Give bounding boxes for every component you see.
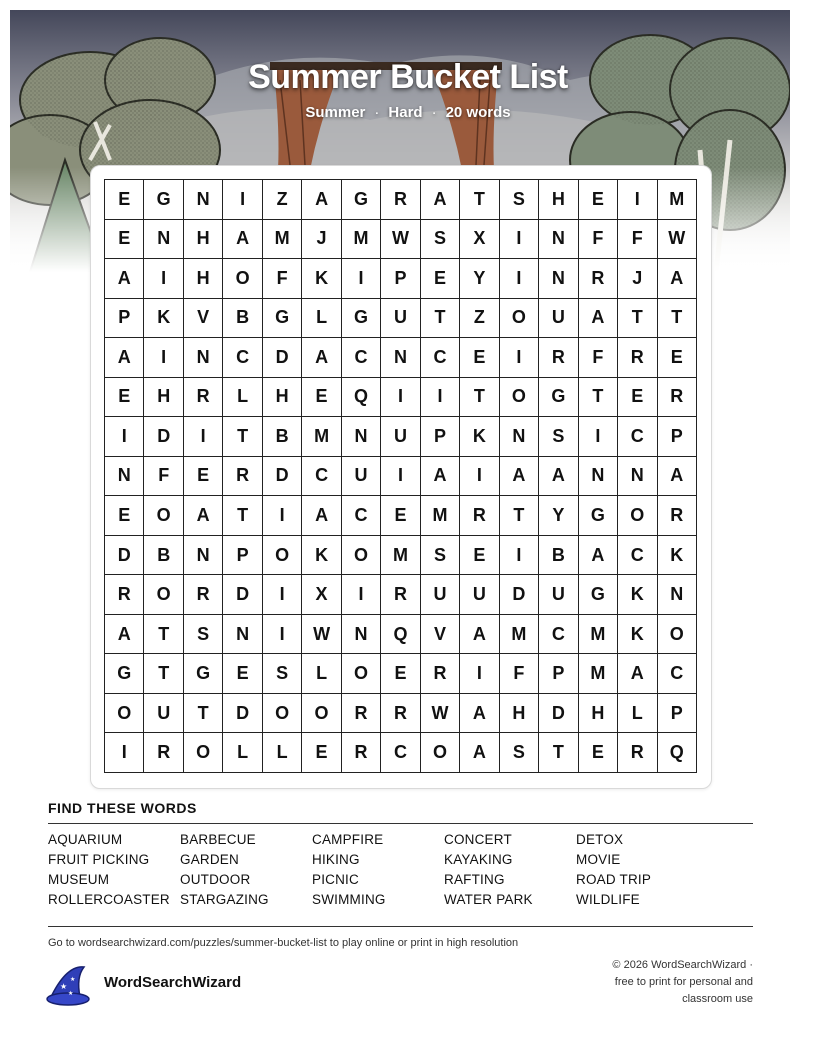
grid-cell[interactable]: D (263, 457, 302, 497)
grid-cell[interactable]: M (381, 536, 420, 576)
grid-cell[interactable]: Y (460, 259, 499, 299)
grid-cell[interactable]: A (223, 220, 262, 260)
grid-cell[interactable]: V (184, 299, 223, 339)
grid-cell[interactable]: I (263, 496, 302, 536)
grid-cell[interactable]: E (381, 496, 420, 536)
grid-cell[interactable]: I (381, 378, 420, 418)
grid-cell[interactable]: A (302, 496, 341, 536)
word-list-item: ROAD TRIP (576, 872, 652, 887)
grid-cell[interactable]: G (539, 378, 578, 418)
play-online-link[interactable]: Go to wordsearchwizard.com/puzzles/summer-bucket-list to play online or print in high resolution (48, 937, 519, 949)
grid-cell[interactable]: D (105, 536, 144, 576)
grid-cell[interactable]: O (302, 694, 341, 734)
grid-cell[interactable]: A (658, 259, 697, 299)
grid-cell[interactable]: L (263, 733, 302, 773)
grid-cell[interactable]: I (184, 417, 223, 457)
grid-cell[interactable]: G (105, 654, 144, 694)
grid-cell[interactable]: K (144, 299, 183, 339)
grid-cell[interactable]: F (618, 220, 657, 260)
grid-cell[interactable]: E (579, 733, 618, 773)
grid-cell[interactable]: R (184, 575, 223, 615)
word-list-item: BARBECUE (180, 832, 256, 847)
grid-cell[interactable]: G (579, 575, 618, 615)
grid-cell[interactable]: P (539, 654, 578, 694)
word-list-item: ROLLERCOASTER (48, 892, 170, 907)
grid-cell[interactable]: A (421, 180, 460, 220)
grid-cell[interactable]: A (105, 615, 144, 655)
grid-cell[interactable]: L (223, 378, 262, 418)
grid-cell[interactable]: W (302, 615, 341, 655)
grid-cell[interactable]: C (421, 338, 460, 378)
grid-cell[interactable]: N (579, 457, 618, 497)
grid-cell[interactable]: H (144, 378, 183, 418)
grid-cell[interactable]: G (263, 299, 302, 339)
grid-cell[interactable]: A (460, 733, 499, 773)
grid-cell[interactable]: E (105, 180, 144, 220)
word-list (48, 832, 753, 908)
theme-label: Summer (305, 104, 366, 121)
grid-cell[interactable]: E (460, 536, 499, 576)
grid-cell[interactable]: U (381, 417, 420, 457)
meta-separator: · (374, 104, 380, 121)
grid-cell[interactable]: A (460, 694, 499, 734)
grid-cell[interactable]: O (500, 378, 539, 418)
copyright-line: free to print for personal and (614, 976, 753, 988)
grid-cell[interactable]: I (381, 457, 420, 497)
word-list-item: MUSEUM (48, 872, 110, 887)
grid-cell[interactable]: I (263, 575, 302, 615)
grid-cell[interactable]: O (144, 496, 183, 536)
word-list-item: DETOX (576, 832, 624, 847)
grid-cell[interactable]: R (144, 733, 183, 773)
grid-cell[interactable]: H (500, 694, 539, 734)
word-list-item: MOVIE (576, 852, 621, 867)
grid-cell[interactable]: A (421, 457, 460, 497)
grid-cell[interactable]: I (460, 457, 499, 497)
grid-cell[interactable]: I (421, 378, 460, 418)
grid-cell[interactable]: C (618, 417, 657, 457)
grid-cell[interactable]: U (460, 575, 499, 615)
letter-grid[interactable] (104, 179, 697, 773)
grid-cell[interactable]: R (658, 496, 697, 536)
divider (48, 926, 753, 927)
grid-cell[interactable]: P (223, 536, 262, 576)
grid-cell[interactable]: N (539, 259, 578, 299)
grid-cell[interactable]: A (184, 496, 223, 536)
grid-cell[interactable]: T (223, 496, 262, 536)
grid-cell[interactable]: O (263, 536, 302, 576)
grid-cell[interactable]: L (302, 654, 341, 694)
grid-cell[interactable]: F (500, 654, 539, 694)
word-list-item: FRUIT PICKING (48, 852, 150, 867)
grid-cell[interactable]: R (381, 575, 420, 615)
grid-cell[interactable]: C (223, 338, 262, 378)
grid-cell[interactable]: L (302, 299, 341, 339)
grid-cell[interactable]: G (579, 496, 618, 536)
grid-cell[interactable]: A (460, 615, 499, 655)
grid-cell[interactable]: K (618, 575, 657, 615)
grid-cell[interactable]: K (658, 536, 697, 576)
grid-cell[interactable]: R (184, 378, 223, 418)
grid-cell[interactable]: T (144, 654, 183, 694)
grid-cell[interactable]: M (579, 615, 618, 655)
grid-cell[interactable]: C (618, 536, 657, 576)
grid-cell[interactable]: U (381, 299, 420, 339)
grid-cell[interactable]: B (144, 536, 183, 576)
grid-cell[interactable]: A (105, 338, 144, 378)
grid-cell[interactable]: I (223, 180, 262, 220)
grid-cell[interactable]: I (618, 180, 657, 220)
word-list-item: OUTDOOR (180, 872, 251, 887)
grid-cell[interactable]: M (500, 615, 539, 655)
word-list-item: AQUARIUM (48, 832, 123, 847)
grid-cell[interactable]: K (302, 259, 341, 299)
grid-cell[interactable]: I (342, 259, 381, 299)
grid-cell[interactable]: G (342, 180, 381, 220)
grid-cell[interactable]: T (658, 299, 697, 339)
grid-cell[interactable]: U (342, 457, 381, 497)
grid-cell[interactable]: N (144, 220, 183, 260)
grid-cell[interactable]: H (184, 259, 223, 299)
grid-cell[interactable]: E (421, 259, 460, 299)
grid-cell[interactable]: T (144, 615, 183, 655)
grid-cell[interactable]: E (579, 180, 618, 220)
grid-cell[interactable]: F (144, 457, 183, 497)
grid-cell[interactable]: I (500, 338, 539, 378)
grid-cell[interactable]: I (342, 575, 381, 615)
grid-cell[interactable]: R (342, 694, 381, 734)
grid-cell[interactable]: N (223, 615, 262, 655)
grid-cell[interactable]: N (539, 220, 578, 260)
grid-cell[interactable]: Q (342, 378, 381, 418)
grid-cell[interactable]: L (618, 694, 657, 734)
grid-cell[interactable]: S (263, 654, 302, 694)
grid-cell[interactable]: N (381, 338, 420, 378)
grid-cell[interactable]: P (421, 417, 460, 457)
word-list-item: KAYAKING (444, 852, 513, 867)
word-list-item: HIKING (312, 852, 360, 867)
grid-cell[interactable]: U (539, 575, 578, 615)
grid-cell[interactable]: D (539, 694, 578, 734)
wizard-hat-icon (46, 963, 94, 1007)
grid-cell[interactable]: A (539, 457, 578, 497)
grid-cell[interactable]: Z (263, 180, 302, 220)
grid-cell[interactable]: U (539, 299, 578, 339)
grid-cell[interactable]: D (144, 417, 183, 457)
grid-cell[interactable]: A (302, 338, 341, 378)
copyright-line: classroom use (682, 993, 753, 1005)
grid-cell[interactable]: R (618, 338, 657, 378)
grid-cell[interactable]: G (342, 299, 381, 339)
grid-cell[interactable]: E (618, 378, 657, 418)
copyright-notice (553, 957, 753, 1008)
grid-cell[interactable]: S (539, 417, 578, 457)
grid-cell[interactable]: F (579, 338, 618, 378)
grid-cell[interactable]: T (223, 417, 262, 457)
svg-text:★: ★ (60, 982, 68, 991)
grid-cell[interactable]: O (421, 733, 460, 773)
copyright-line: © 2026 WordSearchWizard · (612, 959, 753, 971)
grid-cell[interactable]: E (302, 733, 341, 773)
word-list-item: CAMPFIRE (312, 832, 384, 847)
grid-cell[interactable]: H (539, 180, 578, 220)
grid-cell[interactable]: I (579, 417, 618, 457)
grid-cell[interactable]: X (302, 575, 341, 615)
grid-cell[interactable]: N (184, 180, 223, 220)
word-list-heading: FIND THESE WORDS (48, 800, 197, 816)
grid-cell[interactable]: R (223, 457, 262, 497)
grid-cell[interactable]: A (500, 457, 539, 497)
grid-cell[interactable]: C (342, 496, 381, 536)
grid-cell[interactable]: O (342, 654, 381, 694)
grid-cell[interactable]: N (105, 457, 144, 497)
grid-cell[interactable]: A (579, 299, 618, 339)
grid-cell[interactable]: S (184, 615, 223, 655)
grid-cell[interactable]: C (342, 338, 381, 378)
grid-cell[interactable]: H (184, 220, 223, 260)
grid-cell[interactable]: O (500, 299, 539, 339)
grid-cell[interactable]: E (460, 338, 499, 378)
grid-cell[interactable]: U (421, 575, 460, 615)
grid-cell[interactable]: A (658, 457, 697, 497)
grid-cell[interactable]: O (223, 259, 262, 299)
grid-cell[interactable]: R (342, 733, 381, 773)
grid-cell[interactable]: A (579, 536, 618, 576)
grid-cell[interactable]: E (223, 654, 262, 694)
grid-cell[interactable]: O (144, 575, 183, 615)
grid-cell[interactable]: I (500, 259, 539, 299)
grid-cell[interactable]: D (223, 575, 262, 615)
grid-cell[interactable]: N (342, 417, 381, 457)
grid-cell[interactable]: E (302, 378, 341, 418)
grid-cell[interactable]: I (105, 733, 144, 773)
grid-cell[interactable]: V (421, 615, 460, 655)
grid-cell[interactable]: I (105, 417, 144, 457)
grid-cell[interactable]: M (421, 496, 460, 536)
grid-cell[interactable]: E (658, 338, 697, 378)
grid-cell[interactable]: K (302, 536, 341, 576)
grid-cell[interactable]: M (579, 654, 618, 694)
word-list-item: RAFTING (444, 872, 505, 887)
grid-cell[interactable]: E (105, 378, 144, 418)
grid-cell[interactable]: K (618, 615, 657, 655)
grid-cell[interactable]: T (618, 299, 657, 339)
puzzle-meta (0, 104, 816, 121)
grid-cell[interactable]: R (381, 694, 420, 734)
grid-cell[interactable]: O (105, 694, 144, 734)
grid-cell[interactable]: L (223, 733, 262, 773)
grid-cell[interactable]: I (144, 338, 183, 378)
grid-cell[interactable]: N (500, 417, 539, 457)
meta-separator: · (431, 104, 437, 121)
word-list-item: WATER PARK (444, 892, 533, 907)
grid-cell[interactable]: R (618, 733, 657, 773)
grid-cell[interactable]: A (302, 180, 341, 220)
grid-cell[interactable]: J (618, 259, 657, 299)
grid-cell[interactable]: Y (539, 496, 578, 536)
grid-cell[interactable]: N (184, 338, 223, 378)
grid-cell[interactable]: P (658, 694, 697, 734)
grid-cell[interactable]: W (658, 220, 697, 260)
grid-cell[interactable]: D (500, 575, 539, 615)
grid-cell[interactable]: I (500, 536, 539, 576)
grid-cell[interactable]: F (263, 259, 302, 299)
grid-cell[interactable]: O (342, 536, 381, 576)
grid-cell[interactable]: O (184, 733, 223, 773)
grid-cell[interactable]: R (105, 575, 144, 615)
grid-cell[interactable]: T (421, 299, 460, 339)
svg-text:★: ★ (68, 990, 74, 997)
brand-name: WordSearchWizard (104, 974, 242, 991)
grid-cell[interactable]: W (421, 694, 460, 734)
grid-cell[interactable]: S (500, 733, 539, 773)
difficulty-label: Hard (388, 104, 423, 121)
grid-cell[interactable]: P (658, 417, 697, 457)
grid-cell[interactable]: M (658, 180, 697, 220)
word-list-item: WILDLIFE (576, 892, 640, 907)
grid-cell[interactable]: Z (460, 299, 499, 339)
grid-cell[interactable]: C (302, 457, 341, 497)
word-list-item: SWIMMING (312, 892, 386, 907)
grid-cell[interactable]: K (460, 417, 499, 457)
grid-cell[interactable]: I (263, 615, 302, 655)
grid-cell[interactable]: F (579, 220, 618, 260)
grid-cell[interactable]: D (223, 694, 262, 734)
word-list-item: GARDEN (180, 852, 239, 867)
grid-cell[interactable]: N (184, 536, 223, 576)
grid-cell[interactable]: C (539, 615, 578, 655)
grid-cell[interactable]: C (381, 733, 420, 773)
grid-cell[interactable]: N (658, 575, 697, 615)
grid-cell[interactable]: R (539, 338, 578, 378)
grid-cell[interactable]: G (144, 180, 183, 220)
grid-cell[interactable]: T (184, 694, 223, 734)
grid-cell[interactable]: R (460, 496, 499, 536)
grid-cell[interactable]: R (658, 378, 697, 418)
grid-cell[interactable]: Q (658, 733, 697, 773)
grid-cell[interactable]: H (579, 694, 618, 734)
grid-cell[interactable]: M (302, 417, 341, 457)
grid-cell[interactable]: X (460, 220, 499, 260)
grid-cell[interactable]: R (381, 180, 420, 220)
grid-cell[interactable]: U (144, 694, 183, 734)
grid-cell[interactable]: R (421, 654, 460, 694)
grid-cell[interactable]: N (618, 457, 657, 497)
grid-cell[interactable]: I (460, 654, 499, 694)
grid-cell[interactable]: T (460, 378, 499, 418)
grid-cell[interactable]: B (263, 417, 302, 457)
grid-cell[interactable]: B (539, 536, 578, 576)
grid-cell[interactable]: P (381, 259, 420, 299)
word-list-item: CONCERT (444, 832, 512, 847)
grid-cell[interactable]: A (105, 259, 144, 299)
puzzle-title: Summer Bucket List (248, 58, 568, 96)
grid-cell[interactable]: Q (381, 615, 420, 655)
word-list-item: PICNIC (312, 872, 359, 887)
word-count-label: 20 words (445, 104, 511, 121)
grid-cell[interactable]: G (184, 654, 223, 694)
grid-cell[interactable]: O (263, 694, 302, 734)
grid-cell[interactable]: B (223, 299, 262, 339)
grid-cell[interactable]: E (381, 654, 420, 694)
grid-cell[interactable]: O (658, 615, 697, 655)
grid-cell[interactable]: T (539, 733, 578, 773)
grid-cell[interactable]: O (618, 496, 657, 536)
grid-cell[interactable]: D (263, 338, 302, 378)
grid-cell[interactable]: S (421, 220, 460, 260)
grid-cell[interactable]: P (105, 299, 144, 339)
grid-cell[interactable]: I (500, 220, 539, 260)
divider (48, 823, 753, 824)
grid-cell[interactable]: R (579, 259, 618, 299)
grid-cell[interactable]: J (302, 220, 341, 260)
grid-cell[interactable]: E (105, 220, 144, 260)
grid-cell[interactable]: E (105, 496, 144, 536)
grid-cell[interactable]: S (421, 536, 460, 576)
word-list-item: STARGAZING (180, 892, 269, 907)
grid-cell[interactable]: I (144, 259, 183, 299)
grid-cell[interactable]: T (579, 378, 618, 418)
grid-cell[interactable]: H (263, 378, 302, 418)
grid-cell[interactable]: C (658, 654, 697, 694)
grid-cell[interactable]: W (381, 220, 420, 260)
grid-cell[interactable]: M (263, 220, 302, 260)
grid-cell[interactable]: N (342, 615, 381, 655)
svg-text:★: ★ (70, 976, 76, 983)
grid-cell[interactable]: S (500, 180, 539, 220)
grid-cell[interactable]: M (342, 220, 381, 260)
grid-cell[interactable]: T (500, 496, 539, 536)
grid-cell[interactable]: E (184, 457, 223, 497)
grid-cell[interactable]: A (618, 654, 657, 694)
grid-cell[interactable]: T (460, 180, 499, 220)
